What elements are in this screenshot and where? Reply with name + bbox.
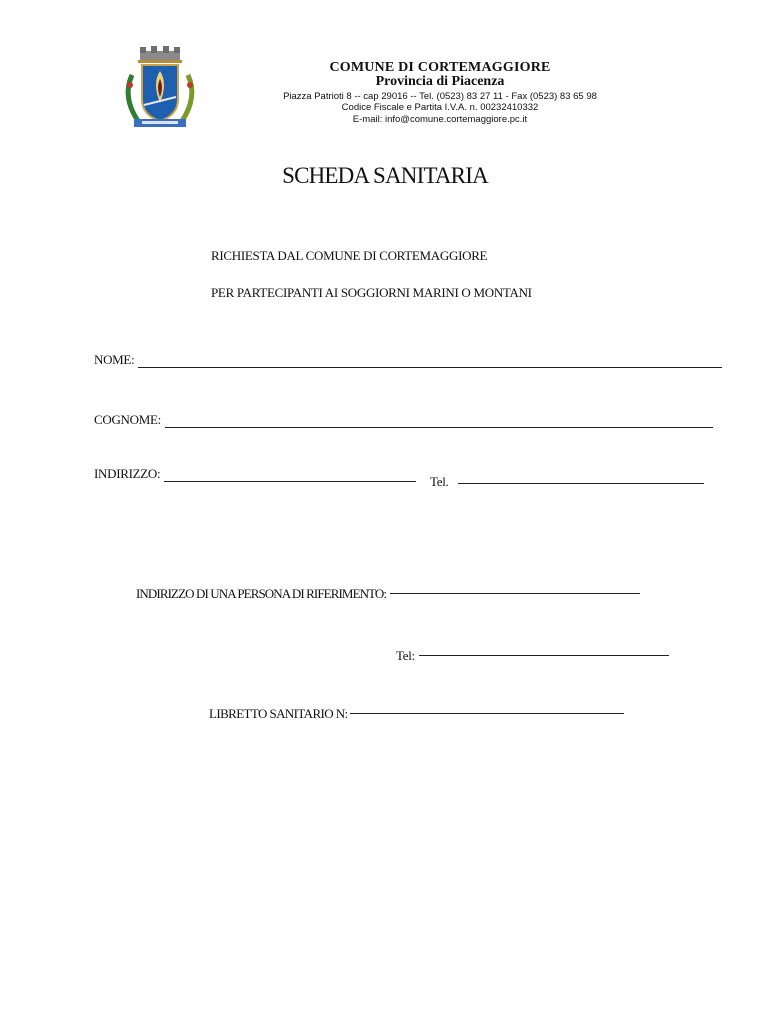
subtitle-line-2: PER PARTECIPANTI AI SOGGIORNI MARINI O MONTANI — [211, 285, 532, 300]
field-riferimento — [136, 586, 640, 602]
field-tel-label: Tel. — [430, 474, 449, 489]
field-tel-riferimento — [396, 648, 669, 664]
field-indirizzo-blank[interactable] — [164, 480, 416, 482]
field-tel-blank[interactable] — [458, 482, 704, 484]
document-title: SCHEDA SANITARIA — [282, 163, 488, 188]
subtitle-line-1: RICHIESTA DAL COMUNE DI CORTEMAGGIORE — [211, 248, 488, 263]
header-tax-code: Codice Fiscale e Partita I.V.A. n. 00232410332 — [341, 102, 539, 113]
header-province: Provincia di Piacenza — [375, 74, 505, 89]
field-libretto — [209, 706, 624, 722]
field-tel-riferimento-blank[interactable] — [419, 654, 669, 656]
field-nome-label: NOME: — [94, 352, 135, 367]
field-indirizzo — [94, 466, 416, 482]
field-nome-blank[interactable] — [138, 366, 722, 368]
field-cognome-label: COGNOME: — [94, 412, 161, 427]
field-indirizzo-label: INDIRIZZO: — [94, 466, 161, 481]
field-riferimento-blank[interactable] — [390, 592, 640, 594]
field-libretto-label: LIBRETTO SANITARIO N: — [209, 706, 348, 721]
field-nome — [94, 352, 722, 368]
field-libretto-blank[interactable] — [350, 712, 624, 714]
field-riferimento-label: INDIRIZZO DI UNA PERSONA DI RIFERIMENTO: — [136, 586, 387, 601]
field-cognome — [94, 412, 713, 428]
municipal-crest-icon — [118, 45, 202, 133]
field-tel — [430, 474, 704, 490]
header-address: Piazza Patrioti 8 -- cap 29016 -- Tel. (0523) 83 27 11 - Fax (0523) 83 65 98 — [283, 91, 597, 102]
field-cognome-blank[interactable] — [165, 426, 713, 428]
header-org-name: COMUNE DI CORTEMAGGIORE — [329, 60, 551, 75]
field-tel-riferimento-label: Tel: — [396, 648, 415, 663]
header-email: E-mail: info@comune.cortemaggiore.pc.it — [352, 114, 528, 125]
